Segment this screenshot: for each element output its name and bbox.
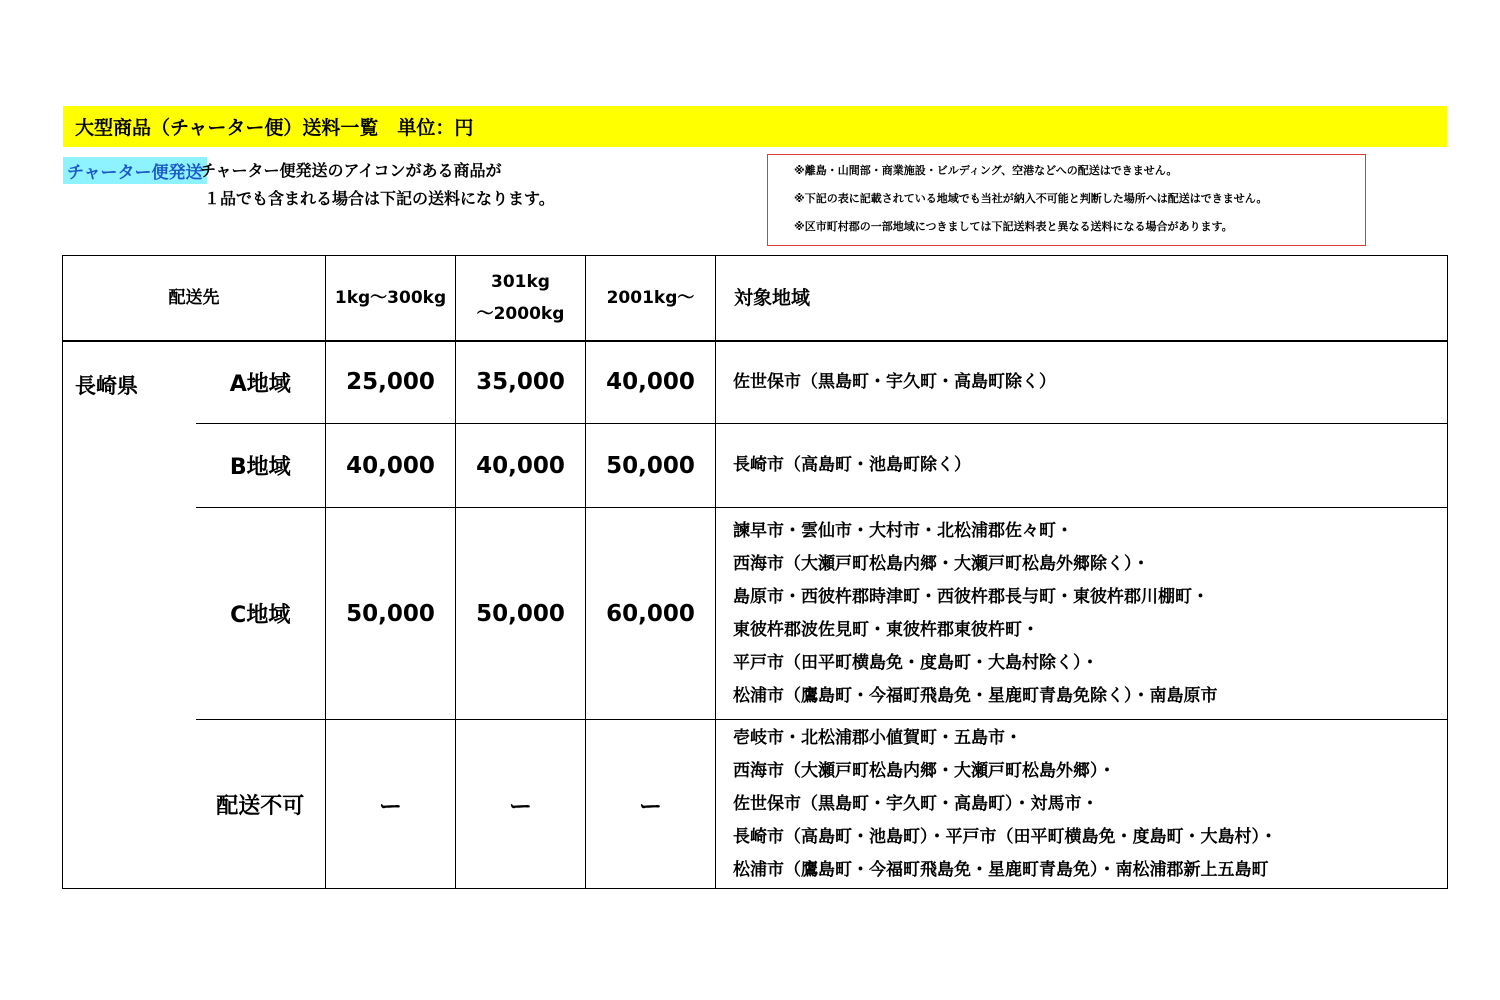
notice-box <box>767 154 1366 246</box>
price-cell: 40,000 <box>326 424 456 508</box>
target-areas-cell <box>716 424 1448 508</box>
table-row <box>63 341 1448 424</box>
notice-item: ※下記の表に記載されている地域でも当社が納入不可能と判断した場所へは配送はできません。 <box>794 192 1268 205</box>
shipping-rate-table <box>62 255 1448 889</box>
charter-shipping-badge: チャーター便発送 <box>63 157 207 184</box>
area-line: 壱岐市・北松浦郡小値賀町・五島市・ <box>733 727 1022 748</box>
area-line: 西海市（大瀬戸町松島内郷・大瀬戸町松島外郷除く）・ <box>733 553 1150 574</box>
header-weight-1: 1kg～300kg <box>326 256 456 341</box>
header-weight-2 <box>456 256 586 341</box>
header-target-areas: 対象地域 <box>716 256 1448 341</box>
area-line: 西海市（大瀬戸町松島内郷・大瀬戸町松島外郷）・ <box>733 760 1116 781</box>
notice-item: ※離島・山間部・商業施設・ビルディング、空港などへの配送はできません。 <box>794 164 1178 177</box>
zone-label: C地域 <box>196 508 326 720</box>
target-areas-cell <box>716 341 1448 424</box>
area-line: 島原市・西彼杵郡時津町・西彼杵郡長与町・東彼杵郡川棚町・ <box>733 586 1209 607</box>
price-cell: ー <box>586 720 716 889</box>
table-row <box>63 424 1448 508</box>
price-cell: ー <box>326 720 456 889</box>
zone-label: 配送不可 <box>196 720 326 889</box>
price-cell: 50,000 <box>586 424 716 508</box>
prefecture-cell: 長崎県 <box>63 341 196 889</box>
header-destination: 配送先 <box>63 256 326 341</box>
price-cell: 60,000 <box>586 508 716 720</box>
intro-text <box>200 157 555 213</box>
intro-line-2: １品でも含まれる場合は下記の送料になります。 <box>204 189 555 208</box>
area-line: 佐世保市（黒島町・宇久町・高島町）・対馬市・ <box>733 793 1099 814</box>
price-cell: 50,000 <box>456 508 586 720</box>
notice-item: ※区市町村郡の一部地域につきましては下記送料表と異なる送料になる場合があります。 <box>794 220 1233 233</box>
area-line: 平戸市（田平町横島免・度島町・大島村除く）・ <box>733 652 1099 673</box>
price-cell: 40,000 <box>586 341 716 424</box>
target-areas-cell <box>716 508 1448 720</box>
header-weight-2-line-2: ～2000kg <box>476 303 565 324</box>
area-line: 長崎市（高島町・池島町）・平戸市（田平町横島免・度島町・大島村）・ <box>733 826 1277 847</box>
area-line: 長崎市（高島町・池島町除く） <box>733 455 971 475</box>
page-title: 大型商品（チャーター便）送料一覧 単位：円 <box>63 106 1447 147</box>
area-line: 佐世保市（黒島町・宇久町・高島町除く） <box>733 371 1056 392</box>
table-row <box>63 508 1448 720</box>
table-row <box>63 720 1448 889</box>
price-cell: 40,000 <box>456 424 586 508</box>
area-line: 松浦市（鷹島町・今福町飛島免・星鹿町青島免）・南松浦郡新上五島町 <box>733 859 1269 880</box>
table-header-row <box>63 256 1448 341</box>
intro-line-1: チャーター便発送のアイコンがある商品が <box>200 161 502 180</box>
area-line: 東彼杵郡波佐見町・東彼杵郡東彼杵町・ <box>733 619 1039 640</box>
area-line: 諫早市・雲仙市・大村市・北松浦郡佐々町・ <box>733 520 1073 541</box>
price-cell: 25,000 <box>326 341 456 424</box>
target-areas-cell <box>716 720 1448 889</box>
zone-label: A地域 <box>196 341 326 424</box>
zone-label: B地域 <box>196 424 326 508</box>
header-weight-2-line-1: 301kg <box>491 271 550 292</box>
price-cell: ー <box>456 720 586 889</box>
price-cell: 50,000 <box>326 508 456 720</box>
header-weight-3: 2001kg～ <box>586 256 716 341</box>
price-cell: 35,000 <box>456 341 586 424</box>
area-line: 松浦市（鷹島町・今福町飛島免・星鹿町青島免除く）・南島原市 <box>733 685 1218 706</box>
